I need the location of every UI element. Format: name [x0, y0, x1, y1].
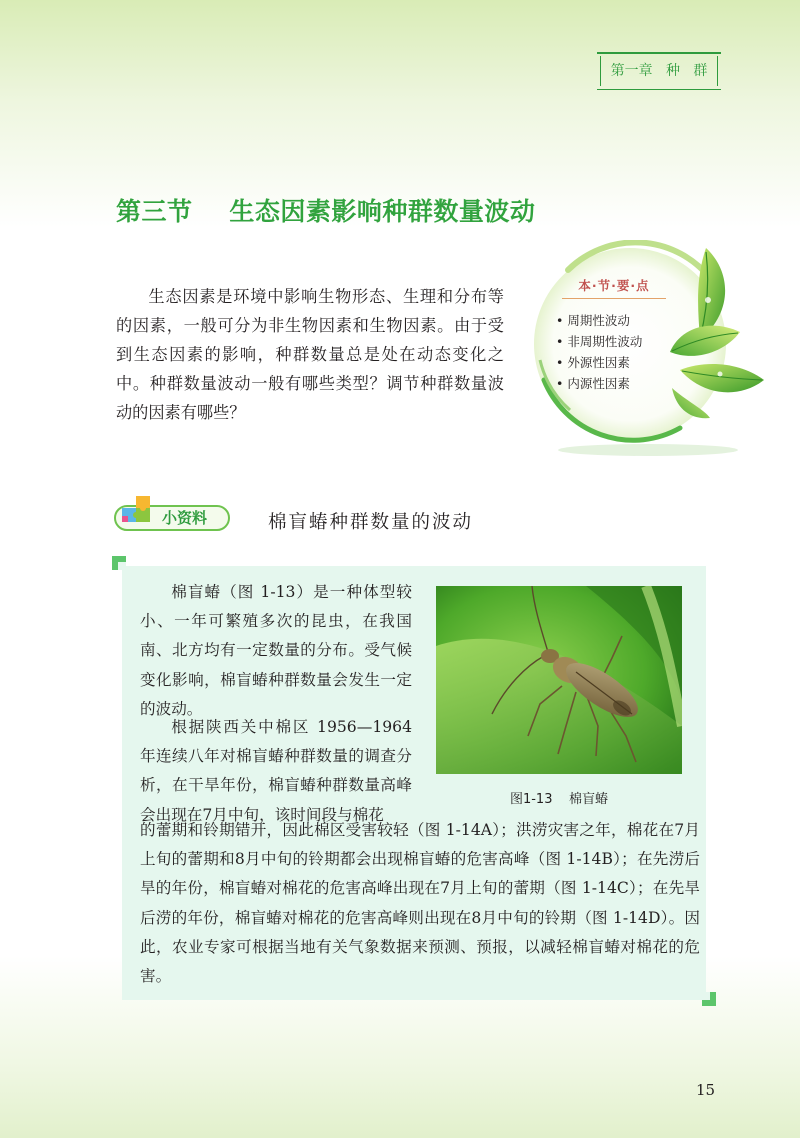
chapter-tag-text: 第一章 种 群 — [610, 63, 708, 79]
key-points-panel — [530, 240, 770, 460]
info-badge — [114, 496, 236, 536]
key-points-list — [556, 310, 642, 394]
key-point-item — [556, 352, 642, 373]
corner-bracket-top-left — [112, 556, 126, 570]
intro-paragraph: 生态因素是环境中影响生物形态、生理和分布等的因素，一般可分为非生物因素和生物因素。由于受到生态因素的影响，种群数量总是处在动态变化之中。种群数量波动一般有哪些类型？调节种群数量波动的因素有哪些？ — [116, 287, 504, 422]
bullet-icon: • — [556, 355, 564, 370]
key-point-text: 非周期性波动 — [567, 334, 643, 349]
corner-bracket-bottom-right — [702, 992, 716, 1006]
key-point-text: 内源性因素 — [567, 376, 630, 391]
info-badge-label: 小资料 — [162, 509, 208, 527]
key-points-title: 本·节·要·点 — [562, 276, 666, 299]
section-title: 第三节 生态因素影响种群数量波动 — [116, 197, 536, 226]
bug-illustration — [436, 586, 682, 774]
key-point-item — [556, 331, 642, 352]
bug-photo — [436, 586, 682, 774]
key-point-item — [556, 310, 642, 331]
bullet-icon: • — [556, 313, 564, 328]
key-point-item — [556, 373, 642, 394]
key-point-text: 周期性波动 — [567, 313, 630, 328]
figure-caption: 图1-13 棉盲蝽 — [509, 792, 609, 807]
page-number: 15 — [696, 1081, 716, 1099]
info-title: 棉盲蝽种群数量的波动 — [268, 512, 474, 533]
key-point-text: 外源性因素 — [567, 355, 630, 370]
info-paragraph-1: 棉盲蝽（图 1-13）是一种体型较小、一年可繁殖多次的昆虫，在我国南、北方均有一定数量的分布。受气候变化影响，棉盲蝽种群数量会发生一定的波动。 — [140, 583, 412, 718]
info-paragraph-2-bottom: 的蕾期和铃期错开，因此棉区受害较轻（图 1-14A）；洪涝灾害之年，棉花在7月上旬的蕾期和8月中旬的铃期都会出现棉盲蝽的危害高峰（图 1-14B）；在先涝后旱的年份，棉盲蝽对棉花的危害高峰出现在7月上旬的蕾期（图 1-14C）；在先旱后涝的年份，棉盲蝽对棉花的危害高峰则出现在8月中旬的铃期（图 1-14D）。因此，农业专家可根据当地有关气象数据来预测、预报，以减轻棉盲蝽对棉花的危害。 — [140, 821, 700, 986]
bullet-icon: • — [556, 376, 564, 391]
bullet-icon: • — [556, 334, 564, 349]
info-paragraph-2-top: 根据陕西关中棉区 1956—1964 年连续八年对棉盲蝽种群数量的调查分析，在干旱年份，棉盲蝽种群数量高峰会出现在7月中旬，该时间段与棉花 — [140, 718, 412, 824]
puzzle-icon — [120, 496, 160, 530]
chapter-tag — [600, 56, 718, 86]
